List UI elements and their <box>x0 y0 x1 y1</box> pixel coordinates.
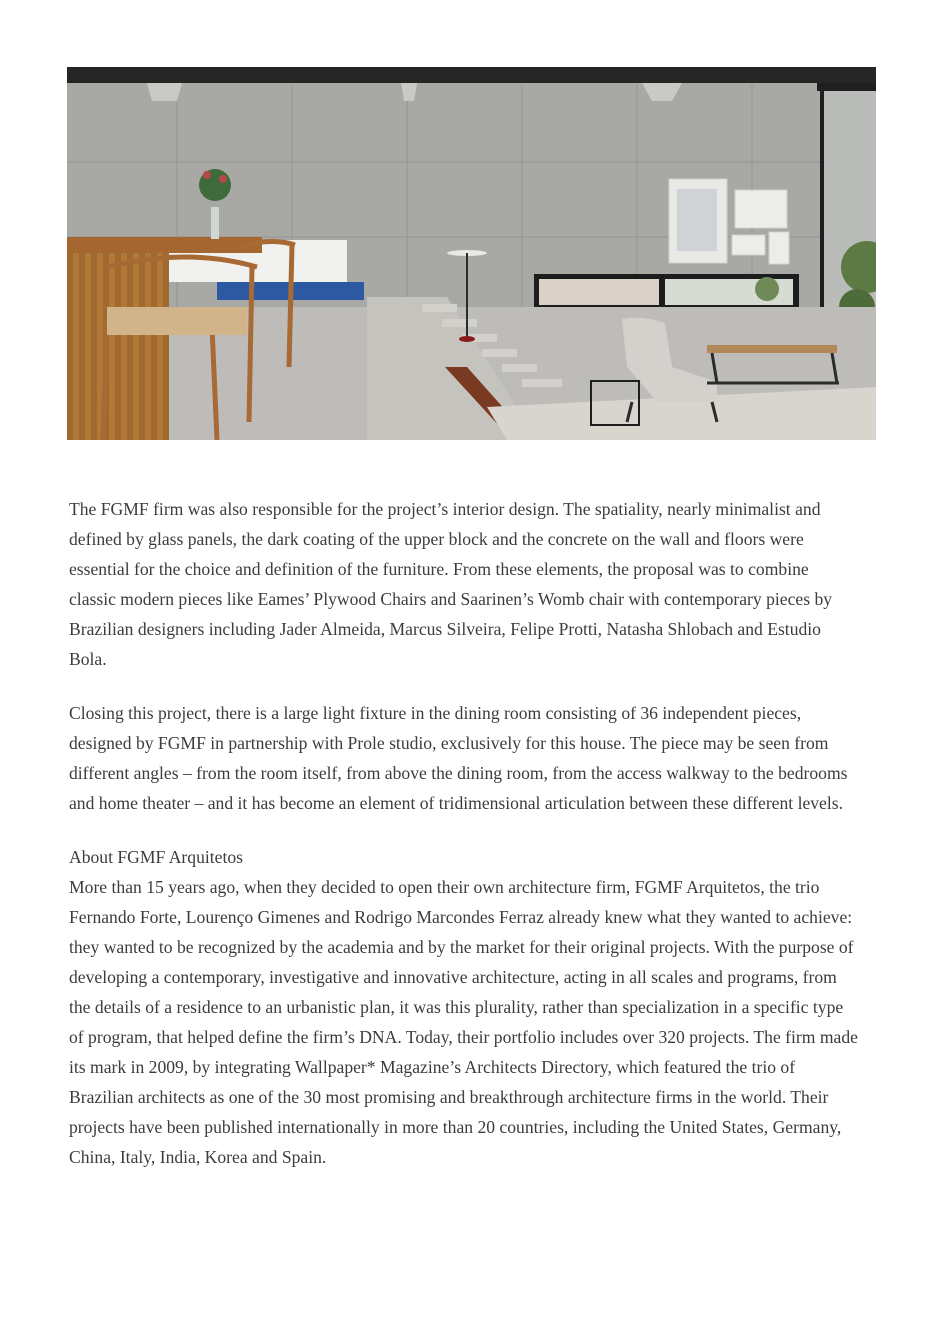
article-paragraph: Closing this project, there is a large light fixture in the dining room consisting of 36 independent pieces, designed by FGMF in partnership with Prole studio, exclusively for this house. The piece may be seen from different angles – from the room itself, from above the dining room, from the access walkway to the bedrooms and home theater – and it has become an element of tridimensional articulation between these different levels. <box>69 703 848 813</box>
article-paragraph: The FGMF firm was also responsible for the project’s interior design. The spatiality, nearly minimalist and defined by glass panels, the dark coating of the upper block and the concrete on the wall and floors were essential for the choice and definition of the furniture. From these elements, the proposal was to combine classic modern pieces like Eames’ Plywood Chairs and Saarinen’s Womb chair with contemporary pieces by Brazilian designers including Jader Almeida, Marcus Silveira, Felipe Protti, Natasha Shlobach and Estudio Bola. <box>69 499 833 669</box>
section-heading: About FGMF Arquitetos <box>69 847 244 867</box>
article-paragraph: More than 15 years ago, when they decided to open their own architecture firm, FGMF Arquitetos, the trio Fernando Forte, Lourenço Gimenes and Rodrigo Marcondes Ferraz already knew what they wanted to achieve: they wanted to be recognized by the academia and by the market for their original projects. With the purpose of developing a contemporary, investigative and innovative architecture, acting in all scales and programs, from the details of a residence to an urbanistic plan, it was this plurality, rather than specialization in a specific type of program, that helped define the firm’s DNA. Today, their portfolio includes over 320 projects. The firm made its mark in 2009, by integrating Wallpaper* Magazine’s Architects Directory, which featured the trio of Brazilian architects as one of the 30 most promising and breakthrough architecture firms in the world. Their projects have been published internationally in more than 20 countries, including the United States, Germany, China, Italy, India, Korea and Spain. <box>69 877 858 1167</box>
article-body <box>69 494 859 1172</box>
interior-photo <box>67 67 876 440</box>
interior-photo-icon <box>67 67 876 440</box>
